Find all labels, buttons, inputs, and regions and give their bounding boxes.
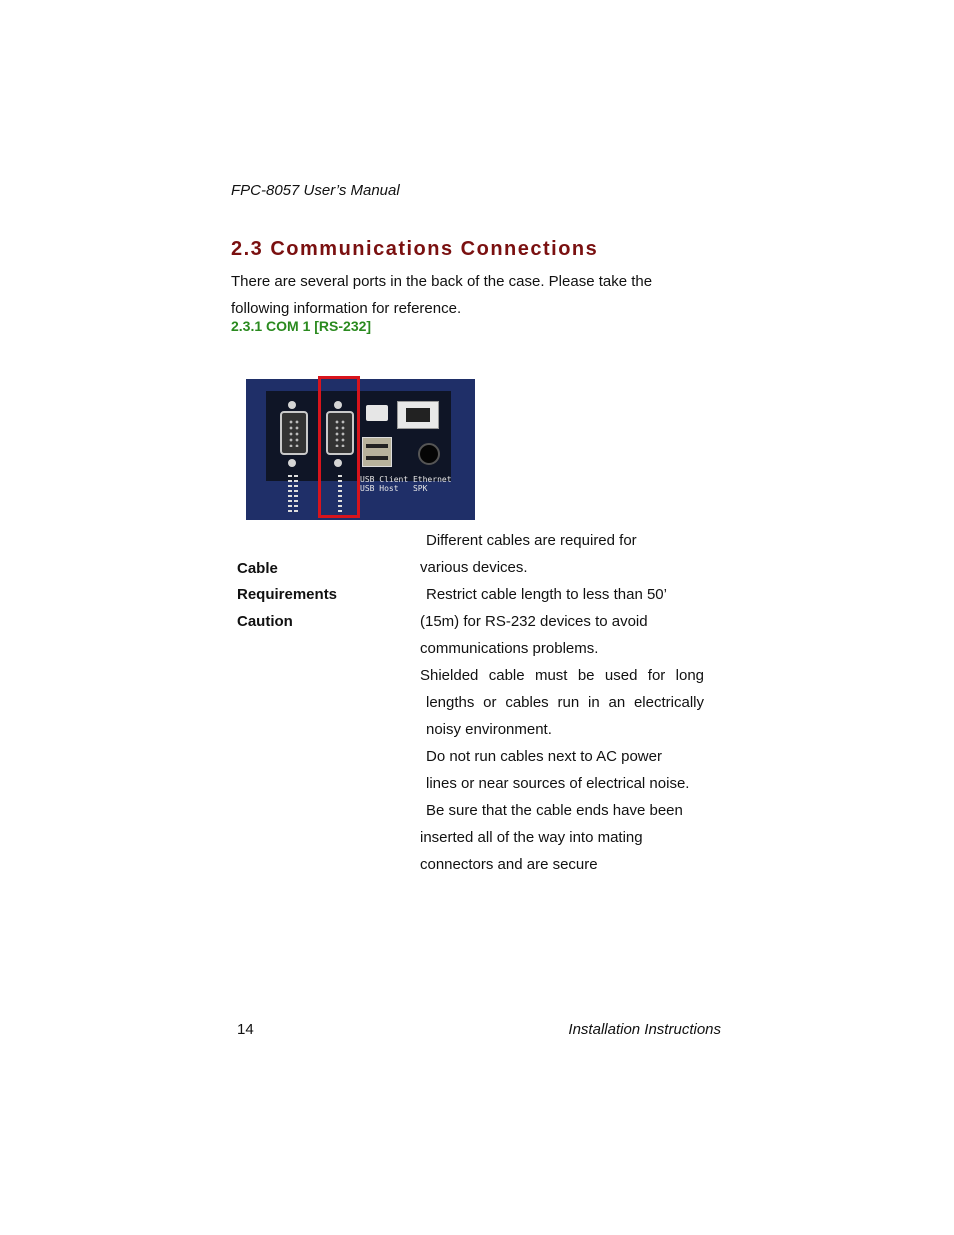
cable-requirements-text <box>420 527 704 878</box>
text-line: lengths or cables run in an electrically <box>426 694 704 711</box>
intro-line: There are several ports in the back of the case. Please take the <box>231 273 653 290</box>
usb-host-port-icon <box>362 437 392 467</box>
port-label-mark <box>288 475 292 513</box>
screw-icon <box>288 459 296 467</box>
page-number: 14 <box>237 1021 254 1038</box>
text-line: Restrict cable length to less than 50’ <box>426 586 667 603</box>
speaker-jack-icon <box>418 443 440 465</box>
port-labels: USB Client Ethernet USB Host SPK <box>360 475 452 493</box>
text-line: communications problems. <box>420 640 599 657</box>
intro-line: following information for reference. <box>231 300 462 317</box>
text-line: Do not run cables next to AC power <box>426 748 662 765</box>
text-line: lines or near sources of electrical noise. <box>426 775 690 792</box>
com1-highlight-box <box>318 376 360 518</box>
label-caution: Caution <box>237 613 293 630</box>
intro-paragraph <box>231 268 671 322</box>
text-line: Be sure that the cable ends have been <box>426 802 683 819</box>
text-line: inserted all of the way into mating <box>420 829 643 846</box>
rear-ports-photo <box>246 379 475 520</box>
text-line: noisy environment. <box>426 721 552 738</box>
label-cable: Cable <box>237 560 278 577</box>
text-line: Different cables are required for <box>426 532 637 549</box>
port-label-mark <box>294 475 298 513</box>
ethernet-port-icon <box>397 401 439 429</box>
text-line: (15m) for RS-232 devices to avoid <box>420 613 648 630</box>
usb-client-port-icon <box>366 405 388 421</box>
label-requirements: Requirements <box>237 586 338 603</box>
com2-connector-icon <box>280 411 308 455</box>
text-line: Shielded cable must be used for long <box>420 667 704 684</box>
footer-section-name: Installation Instructions <box>568 1021 721 1038</box>
section-heading: 2.3 Communications Connections <box>231 238 599 260</box>
subsection-heading: 2.3.1 COM 1 [RS-232] <box>231 318 372 334</box>
manual-header: FPC-8057 User’s Manual <box>231 182 400 199</box>
text-line: connectors and are secure <box>420 856 598 873</box>
screw-icon <box>288 401 296 409</box>
text-line: various devices. <box>420 559 528 576</box>
